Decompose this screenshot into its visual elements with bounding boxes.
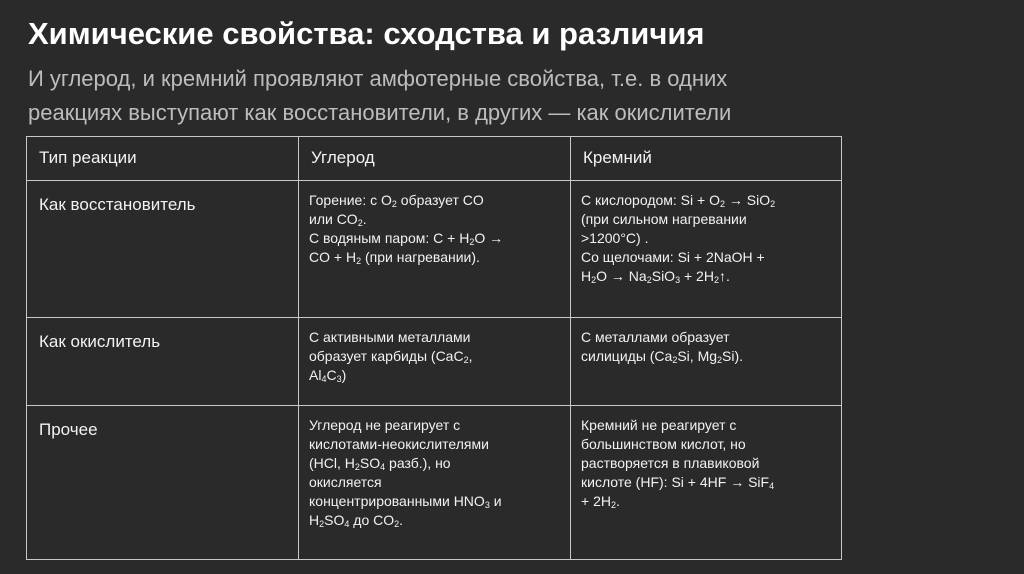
- cell-text-line: кислоте (HF): Si + 4HF → SiF$_4$: [581, 474, 775, 491]
- cell-text-line: Углерод не реагирует с: [309, 417, 461, 433]
- carbon-cell: [299, 318, 571, 406]
- cell-text-line: С кислородом: $Si + O_2 \to SiO_2$: [581, 192, 776, 209]
- row-label-oxidizer: Как окислитель: [27, 318, 299, 406]
- slide-subtitle: [28, 62, 928, 130]
- cell-text-line: С активными металлами: [309, 329, 471, 345]
- column-header-carbon: Углерод: [299, 137, 571, 181]
- row-label-reducer: Как восстановитель: [27, 181, 299, 318]
- cell-text-line: (при сильном нагревании: [581, 211, 747, 227]
- comparison-table: [26, 136, 842, 560]
- cell-text-line: >1200°C) .: [581, 230, 649, 246]
- cell-text-line: образует карбиды (CaC$_2$,: [309, 348, 473, 365]
- silicon-cell: [571, 318, 842, 406]
- subtitle-line: И углерод, и кремний проявляют амфотерные свойства, т.е. в одних: [28, 66, 728, 91]
- silicon-cell: [571, 406, 842, 560]
- subtitle-line: реакциях выступают как восстановители, в других — как окислители: [28, 100, 732, 125]
- cell-text-line: CO + $H_2$ (при нагревании).: [309, 249, 480, 266]
- cell-text-line: Кремний не реагирует с: [581, 417, 737, 433]
- cell-text-line: Со щелочами: Si + 2NaOH +: [581, 249, 765, 265]
- table-row: [27, 406, 842, 560]
- row-label-other: Прочее: [27, 406, 299, 560]
- table-row: [27, 318, 842, 406]
- cell-text-line: С водяным паром: $C + H_2O$ →: [309, 230, 504, 247]
- cell-text-line: $H_2SO_4$ до $CO_2$.: [309, 512, 404, 529]
- cell-text-line: или $CO_2$.: [309, 211, 367, 228]
- column-header-silicon: Кремний: [571, 137, 842, 181]
- cell-text-line: силициды ($Ca_2Si$, $Mg_2Si$).: [581, 348, 744, 365]
- cell-text-line: $H_2O \to Na_2SiO_3$ + $2H_2↑$.: [581, 268, 730, 285]
- silicon-cell: [571, 181, 842, 318]
- cell-text-line: С металлами образует: [581, 329, 730, 345]
- cell-text-line: $Al_4C_3$): [309, 367, 347, 384]
- table-row: [27, 181, 842, 318]
- cell-text-line: большинством кислот, но: [581, 436, 746, 452]
- cell-text-line: + $2H_2$.: [581, 493, 620, 510]
- carbon-cell: [299, 181, 571, 318]
- column-header-reaction-type: Тип реакции: [27, 137, 299, 181]
- table-header-row: [27, 137, 842, 181]
- cell-text-line: кислотами-неокислителями: [309, 436, 489, 452]
- carbon-cell: [299, 406, 571, 560]
- cell-text-line: Горение: с $O_2$ образует CO: [309, 192, 484, 209]
- cell-text-line: растворяется в плавиковой: [581, 455, 760, 471]
- cell-text-line: (HCl, $H_2SO_4$ разб.), но: [309, 455, 451, 472]
- cell-text-line: окисляется: [309, 474, 382, 490]
- cell-text-line: концентрированными $HNO_3$ и: [309, 493, 502, 510]
- slide-title: Химические свойства: сходства и различия: [28, 16, 705, 51]
